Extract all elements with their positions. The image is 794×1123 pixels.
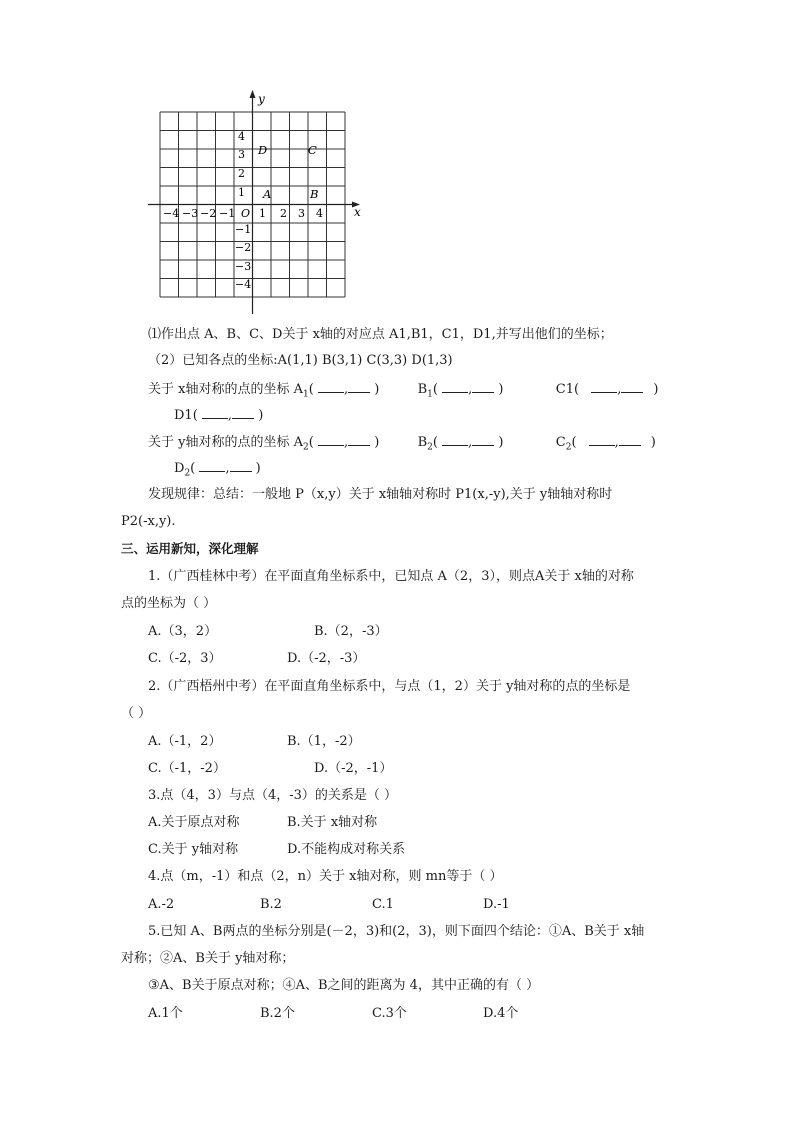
subscript: 2 xyxy=(565,442,572,453)
blank-b2-y[interactable] xyxy=(472,433,494,446)
y-tick: 4 xyxy=(238,130,245,143)
y-tick: −2 xyxy=(235,241,252,254)
paren: ) xyxy=(650,435,656,450)
paren: ) xyxy=(653,382,659,397)
question-5-line-1: 5.已知 A、B两点的坐标分别是(－2，3)和(2，3)，则下面四个结论：①A、B关于 x轴 xyxy=(148,924,645,939)
x-tick: −1 xyxy=(219,207,236,220)
comma: , xyxy=(227,408,233,423)
paren: ) xyxy=(374,435,380,450)
x-symmetry-row-d1 xyxy=(174,406,263,425)
blank-b2-x[interactable] xyxy=(442,433,468,446)
x-tick: 3 xyxy=(298,207,305,220)
question-1-option-c[interactable]: C.（-2，3） xyxy=(148,651,222,666)
question-5-option-b[interactable]: B.2个 xyxy=(260,1006,295,1021)
paren: ( xyxy=(308,382,314,397)
origin-label: O xyxy=(241,207,251,220)
question-1-option-d[interactable]: D.（-2，-3） xyxy=(287,651,366,666)
d1-label: D1 xyxy=(174,408,193,423)
question-4-option-a[interactable]: A.-2 xyxy=(148,897,175,912)
point-label-a: A xyxy=(263,187,272,201)
rule-line-1: 发现规律：总结：一般地 P（x,y）关于 x轴轴对称时 P1(x,-y),关于 y轴轴对称时 xyxy=(148,487,613,502)
blank-d2-x[interactable] xyxy=(199,459,225,472)
question-5-line-2: 对称；②A、B关于 y轴对称； xyxy=(121,951,295,966)
x-tick-labels xyxy=(163,207,323,220)
y-tick: 3 xyxy=(238,148,245,161)
question-2-option-a[interactable]: A.（-1，2） xyxy=(148,734,222,749)
paren: ) xyxy=(498,435,504,450)
blank-c1-x[interactable] xyxy=(591,380,617,393)
coordinate-grid-figure xyxy=(140,86,370,318)
paren: ) xyxy=(258,408,264,423)
comma: , xyxy=(468,435,473,450)
y-symmetry-label: 关于 y轴对称的点的坐标 A xyxy=(148,435,303,450)
paren: ( xyxy=(308,435,314,450)
subscript: 1 xyxy=(303,389,309,400)
question-2-line-2: （ ） xyxy=(121,706,152,721)
question-1-option-a[interactable]: A.（3，2） xyxy=(148,624,218,639)
y-symmetry-row xyxy=(148,433,656,457)
given-coordinates: （2）已知各点的坐标:A(1,1) B(3,1) C(3,3) D(1,3) xyxy=(148,353,453,368)
point-label-d: D xyxy=(258,143,268,157)
c2-label: C xyxy=(555,435,566,450)
paren: ( xyxy=(571,435,577,450)
blank-d2-y[interactable] xyxy=(230,459,252,472)
blank-c1-y[interactable] xyxy=(621,380,643,393)
subscript: 2 xyxy=(427,442,433,453)
comma: , xyxy=(343,435,349,450)
question-3-option-d[interactable]: D.不能构成对称关系 xyxy=(287,842,406,857)
paren: ) xyxy=(374,382,380,397)
subscript: 2 xyxy=(184,468,191,479)
question-1-line-1: 1.（广西桂林中考）在平面直角坐标系中，已知点 A（2，3），则点A关于 x轴的对称 xyxy=(148,569,634,584)
x-tick: 1 xyxy=(259,207,266,220)
comma: , xyxy=(617,382,622,397)
question-3: 3.点（4，3）与点（4，-3）的关系是（ ） xyxy=(148,788,398,803)
x-tick: −2 xyxy=(200,207,217,220)
question-3-option-b[interactable]: B.关于 x轴对称 xyxy=(287,815,378,830)
x-tick: 2 xyxy=(280,207,287,220)
blank-d1-y[interactable] xyxy=(232,406,254,419)
comma: , xyxy=(468,382,473,397)
y-symmetry-row-d2 xyxy=(174,459,261,483)
question-4-option-c[interactable]: C.1 xyxy=(372,897,394,912)
b2-label: B xyxy=(417,435,428,450)
question-2-option-b[interactable]: B.（1，-2） xyxy=(287,734,361,749)
blank-b1-x[interactable] xyxy=(442,380,468,393)
paren: ( xyxy=(432,435,438,450)
subscript: 2 xyxy=(303,442,309,453)
b1-label: B xyxy=(417,382,428,397)
d2-label: D xyxy=(174,461,185,476)
instruction-q1: ⑴作出点 A、B、C、D关于 x轴的对应点 A1,B1，C1，D1,并写出他们的坐标； xyxy=(148,327,613,342)
x-tick: −3 xyxy=(182,207,199,220)
blank-d1-x[interactable] xyxy=(202,406,228,419)
question-5-option-d[interactable]: D.4个 xyxy=(483,1006,519,1021)
blank-b1-y[interactable] xyxy=(472,380,494,393)
y-axis-arrow-icon xyxy=(250,90,256,98)
question-3-option-a[interactable]: A.关于原点对称 xyxy=(148,815,240,830)
question-2-line-1: 2.（广西梧州中考）在平面直角坐标系中，与点（1，2）关于 y轴对称的点的坐标是 xyxy=(148,679,631,694)
section-heading: 三、运用新知，深化理解 xyxy=(121,541,259,556)
blank-a1-y[interactable] xyxy=(348,380,370,393)
point-label-c: C xyxy=(308,143,317,157)
paren: ( xyxy=(432,382,438,397)
y-tick: 1 xyxy=(238,186,245,199)
question-4-option-d[interactable]: D.-1 xyxy=(483,897,510,912)
paren: ) xyxy=(498,382,504,397)
blank-c2-y[interactable] xyxy=(619,433,641,446)
x-symmetry-label: 关于 x轴对称的点的坐标 A xyxy=(148,382,303,397)
question-3-option-c[interactable]: C.关于 y轴对称 xyxy=(148,842,239,857)
blank-a2-x[interactable] xyxy=(318,433,344,446)
y-axis-label: y xyxy=(258,92,265,106)
comma: , xyxy=(614,435,619,450)
question-4-option-b[interactable]: B.2 xyxy=(260,897,282,912)
question-2-option-c[interactable]: C.（-1，-2） xyxy=(148,761,226,776)
rule-line-2: P2(-x,y). xyxy=(121,514,176,529)
paren: ( xyxy=(190,461,196,476)
y-tick: −1 xyxy=(235,223,252,236)
question-2-option-d[interactable]: D.（-2，-1） xyxy=(314,761,393,776)
blank-a2-y[interactable] xyxy=(348,433,370,446)
blank-a1-x[interactable] xyxy=(318,380,344,393)
paren: ( xyxy=(192,408,198,423)
blank-c2-x[interactable] xyxy=(589,433,615,446)
question-4: 4.点（m，-1）和点（2，n）关于 x轴对称，则 mn等于（ ） xyxy=(148,869,503,884)
x-axis-label: x xyxy=(354,205,361,219)
question-1-line-2: 点的坐标为（ ） xyxy=(121,596,217,611)
question-5-option-a[interactable]: A.1个 xyxy=(148,1006,183,1021)
question-5-option-c[interactable]: C.3个 xyxy=(372,1006,407,1021)
comma: , xyxy=(225,461,230,476)
subscript: 1 xyxy=(427,389,433,400)
point-label-b: B xyxy=(310,187,319,201)
y-tick: −3 xyxy=(235,260,252,273)
y-tick: −4 xyxy=(235,278,252,291)
x-tick: −4 xyxy=(163,207,180,220)
paren: ( xyxy=(573,382,580,397)
c1-label: C1 xyxy=(555,382,574,397)
x-symmetry-row xyxy=(148,380,658,404)
x-tick: 4 xyxy=(316,207,323,220)
question-5-line-3: ③A、B关于原点对称；④A、B之间的距离为 4，其中正确的有（ ） xyxy=(148,978,540,993)
comma: , xyxy=(343,382,349,397)
y-tick: 2 xyxy=(238,167,245,180)
question-1-option-b[interactable]: B.（2，-3） xyxy=(314,624,388,639)
paren: ) xyxy=(255,461,261,476)
